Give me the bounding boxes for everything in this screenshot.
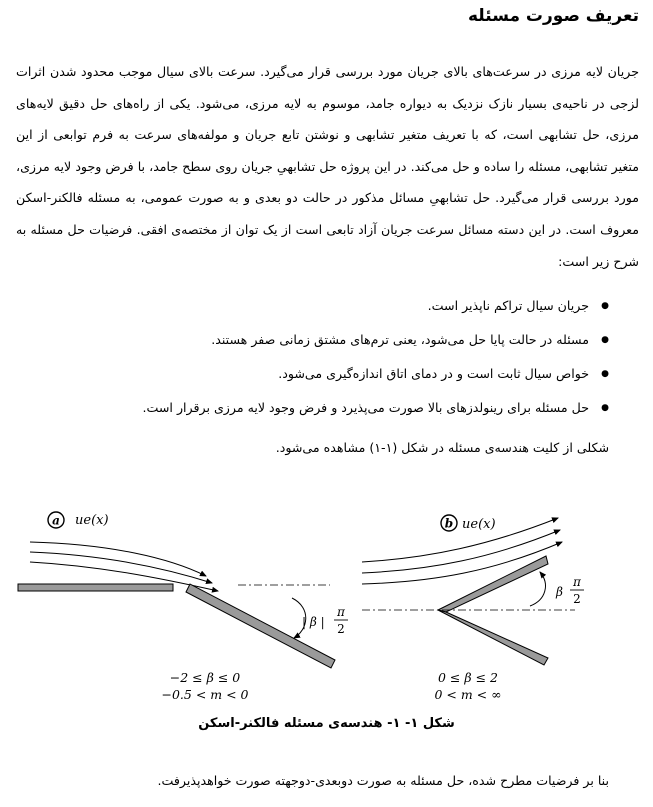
- m-range-a: −0.5 < m < 0: [161, 687, 249, 702]
- angle-arrow: [530, 572, 545, 606]
- frac-den-a: 2: [337, 622, 345, 636]
- list-item: ● حل مسئله برای رینولدزهای بالا صورت می‌پذیرد و فرض وجود لایه مرزی برقرار است.: [16, 393, 609, 427]
- upper-wedge-wall: [438, 556, 548, 612]
- intro-paragraph: جریان لایه مرزی در سرعت‌های بالای جریان مورد بررسی قرار می‌گیرد. سرعت بالای سیال موجب محدود شدن اثرات لزجی در ناحیه‌ی بسیار نازک نزدیک به دیواره جامد، موسوم به لایه مرزی، می‌شود. یکی از راه‌های حل دقیق لایه‌های مرزی، حل تشابهی است، که با تعریف متغیر تشابهی و نوشتن تابع جریان و مولفه‌های سرعت به فرم توابعی از این متغیر تشابهی، مسئله را ساده و حل می‌کند. در این پروژه حل تشابهیِ جریان روی سطح جامد، با فرض وجود لایه مرزی، مورد بررسی قرار می‌گیرد. حل تشابهیِ مسائل مذکور در حالت دو بعدی و به صورت عمومی، به مسئله فالکنر-اسکن معروف است. در این دسته مسائل سرعت جریان آزاد تابعی است از یک توان از مختصه‌ی افقی. فرضیات حل مسئله به شرح زیر است:: [16, 64, 639, 269]
- beta-range-a: −2 ≤ β ≤ 0: [169, 670, 241, 685]
- angle-label-a: | β |: [302, 615, 325, 629]
- figure-caption: شکل ۱- ۱- هندسه‌ی مسئله فالکنر-اسکن: [198, 716, 455, 731]
- frac-den-b: 2: [573, 592, 581, 606]
- figure-svg: [0, 500, 653, 710]
- streamline-arrow: [30, 552, 212, 583]
- panel-a: [18, 512, 348, 702]
- velocity-label-b: ue(x): [462, 517, 496, 532]
- section-title: تعریف صورت مسئله: [468, 6, 639, 26]
- list-item: ● جریان سیال تراکم ناپذیر است.: [16, 291, 609, 325]
- m-range-b: 0 < m < ∞: [434, 687, 502, 702]
- lower-wedge-wall: [438, 610, 548, 665]
- frac-num-b: π: [573, 575, 581, 589]
- frac-num-a: π: [337, 605, 345, 619]
- badge-a: a: [52, 513, 60, 528]
- streamline-arrow: [30, 542, 206, 576]
- figure-reference: شکلی از کلیت هندسه‌ی مسئله در شکل (۱-۱) مشاهده می‌شود.: [275, 440, 609, 455]
- assumptions-list: [16, 291, 609, 427]
- beta-range-b: 0 ≤ β ≤ 2: [438, 670, 498, 685]
- falkner-skan-figure: [0, 500, 653, 710]
- list-item: ● خواص سیال ثابت است و در دمای اتاق اندازه‌گیری می‌شود.: [16, 359, 609, 393]
- list-item: ● مسئله در حالت پایا حل می‌شود، یعنی ترم‌های مشتق زمانی صفر هستند.: [16, 325, 609, 359]
- badge-b: b: [444, 516, 454, 531]
- flat-plate: [18, 584, 173, 591]
- angle-label-b: β: [556, 585, 563, 599]
- panel-b: [362, 515, 584, 702]
- closing-sentence: بنا بر فرضیات مطرح شده، حل مسئله به صورت دوبعدی-دوجهته صورت خواهدپذیرفت.: [157, 773, 609, 788]
- velocity-label-a: ue(x): [75, 513, 109, 528]
